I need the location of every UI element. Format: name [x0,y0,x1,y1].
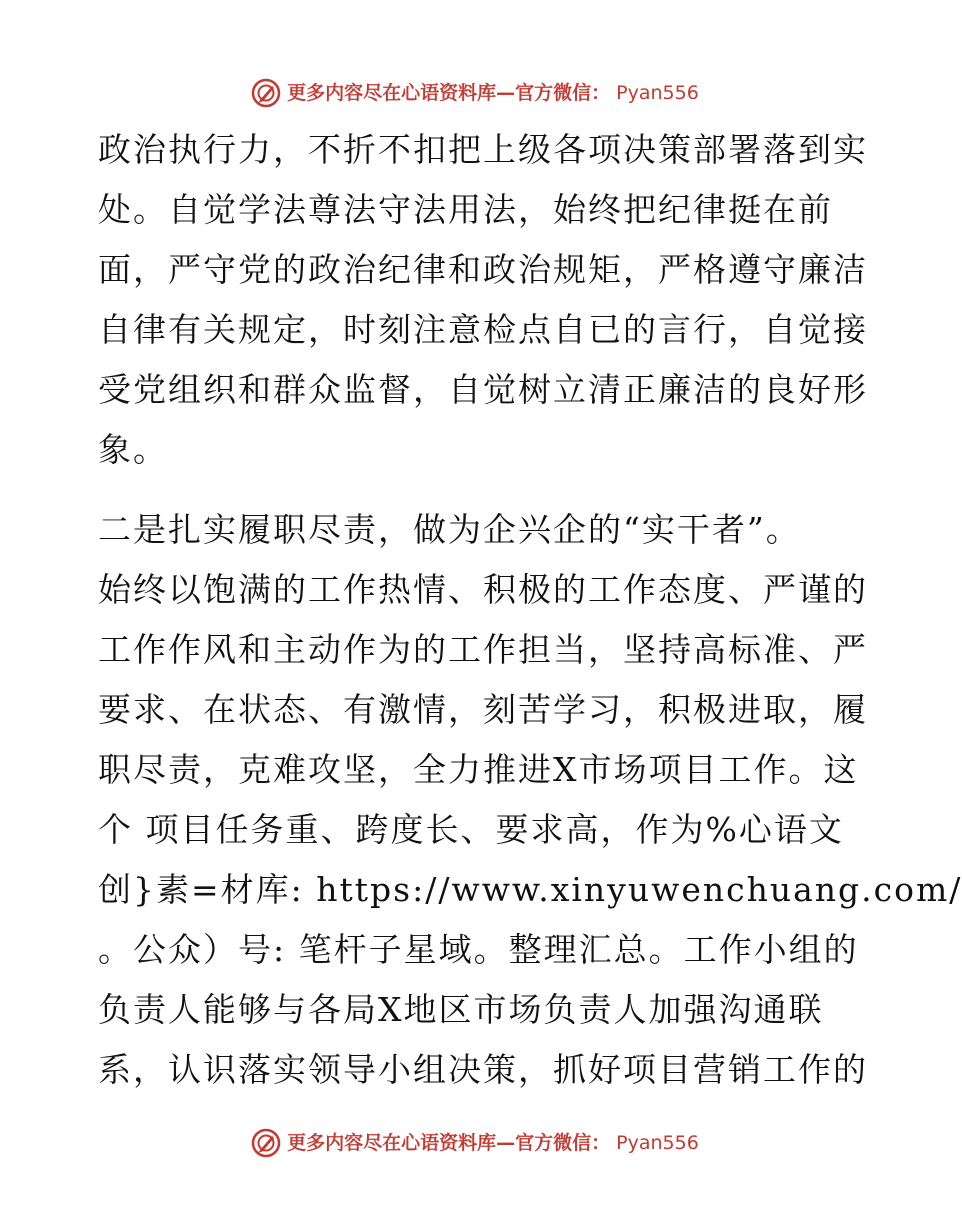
paragraph-spacer [98,480,850,500]
text-line: 象。 [98,430,168,469]
footer-banner [0,1128,950,1158]
text-line: 工作作风和主动作为的工作担当，坚持高标准、严 [98,630,868,669]
header-banner [0,78,950,108]
footer-banner-id: Pyan556 [616,1132,699,1154]
paragraph-2 [98,500,962,1100]
text-line: 处。自觉学法尊法守法用法，始终把纪律挺在前 [98,190,833,229]
brand-logo-icon [251,78,281,108]
header-banner-id: Pyan556 [616,82,699,104]
text-line: 受党组织和群众监督，自觉树立清正廉洁的良好形 [98,370,868,409]
text-line: 自律有关规定，时刻注意检点自已的言行，自觉接 [98,310,868,349]
text-line: 。公众）号: 笔杆子星域。整理汇总。工作小组的 [98,930,859,969]
text-line: 二是扎实履职尽责，做为企兴企的“实干者”。 [98,510,801,549]
text-line: 要求、在状态、有激情，刻苦学习，积极进取，履 [98,690,868,729]
document-body [98,120,962,1100]
text-line: 创}素=材库: https://www.xinyuwenchuang.com/ [98,870,962,909]
footer-banner-text: 更多内容尽在心语资料库—官方微信： [287,1132,611,1154]
text-line: 始终以饱满的工作热情、积极的工作态度、严谨的 [98,570,868,609]
brand-logo-icon [251,1128,281,1158]
text-line: 政治执行力，不折不扣把上级各项决策部署落到实 [98,130,868,169]
header-banner-text: 更多内容尽在心语资料库—官方微信： [287,82,611,104]
text-line: 职尽责，克难攻坚，全力推进X市场项目工作。这 [98,750,859,789]
paragraph-1 [98,120,868,480]
text-line: 系，认识落实领导小组决策，抓好项目营销工作的 [98,1050,868,1089]
text-line: 个 项目任务重、跨度长、要求高，作为%心语文 [98,810,844,849]
text-line: 面，严守党的政治纪律和政治规矩，严格遵守廉洁 [98,250,868,289]
text-line: 负责人能够与各局X地区市场负责人加强沟通联 [98,990,824,1029]
